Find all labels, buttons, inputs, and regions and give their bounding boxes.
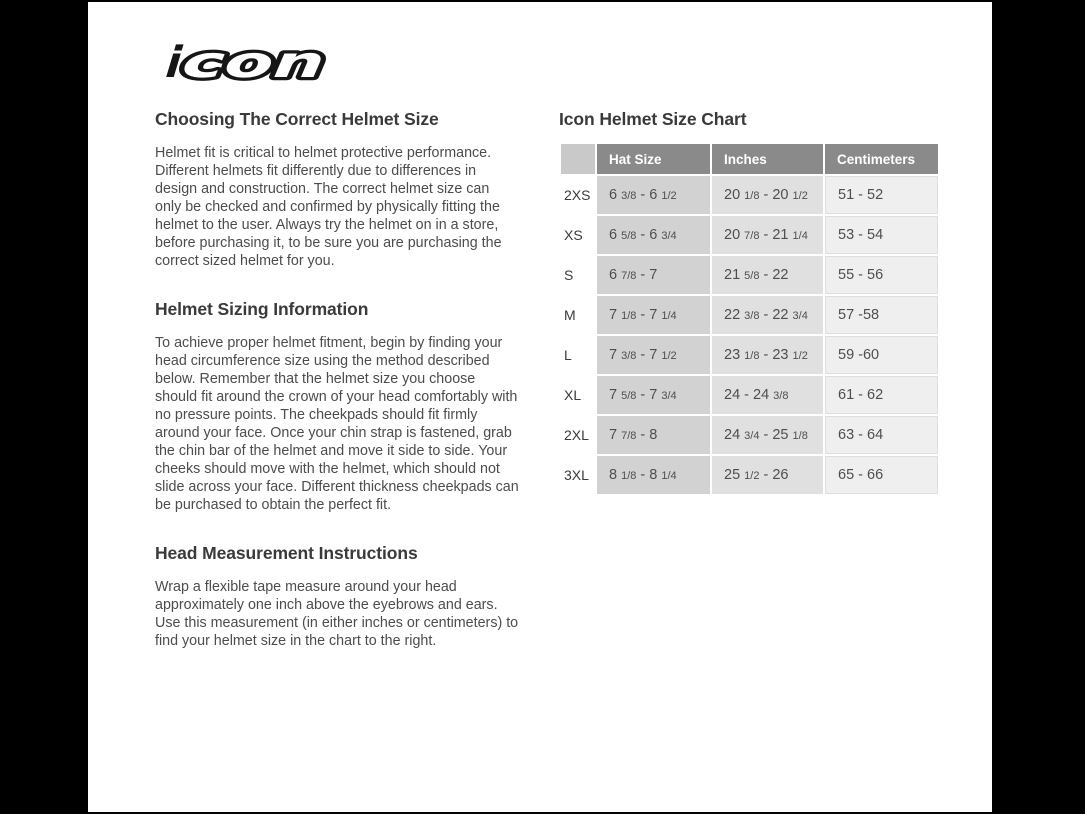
size-label-cell: S <box>561 256 595 294</box>
section-body-text: Wrap a flexible tape measure around your head approximately one inch above the eyebrows and ears. Use this measurement (in either inches or centimeters) to find your helmet size in the chart to the right. <box>155 579 519 649</box>
hat-size-cell: 7 3/8 - 7 1/2 <box>597 336 710 374</box>
size-label-cell: 3XL <box>561 456 595 494</box>
inches-cell: 23 1/8 - 23 1/2 <box>712 336 823 374</box>
table-corner-cell <box>561 144 595 174</box>
centimeters-cell: 63 - 64 <box>825 416 938 454</box>
inches-cell: 20 7/8 - 21 1/4 <box>712 216 823 254</box>
size-table-row <box>561 336 938 374</box>
size-chart-table <box>559 142 940 496</box>
hat-size-cell: 6 5/8 - 6 3/4 <box>597 216 710 254</box>
centimeters-cell: 51 - 52 <box>825 176 938 214</box>
size-label-cell: 2XL <box>561 416 595 454</box>
logo-letters-con: con <box>179 38 271 84</box>
section-choosing-helmet-size <box>155 108 519 270</box>
inches-cell: 24 3/4 - 25 1/8 <box>712 416 823 454</box>
size-label-cell: XL <box>561 376 595 414</box>
hat-size-cell: 7 1/8 - 7 1/4 <box>597 296 710 334</box>
centimeters-cell: 57 -58 <box>825 296 938 334</box>
hat-size-cell: 7 7/8 - 8 <box>597 416 710 454</box>
instructions-column <box>155 36 519 678</box>
size-table-row <box>561 216 938 254</box>
centimeters-cell: 61 - 62 <box>825 376 938 414</box>
size-label-cell: 2XS <box>561 176 595 214</box>
section-body-text: Helmet fit is critical to helmet protective performance. Different helmets fit differently due to differences in design and construction. The correct helmet size can only be checked and confirmed by physically fitting the helmet to the user. Always try the helmet on in a store, before purchasing it, to be sure you are purchasing the correct sized helmet for you. <box>155 145 502 269</box>
inches-cell: 25 1/2 - 26 <box>712 456 823 494</box>
icon-logo <box>155 38 519 84</box>
logo-letter-i: i <box>163 38 184 84</box>
size-table-row <box>561 456 938 494</box>
two-column-layout <box>155 36 992 678</box>
inches-cell: 24 - 24 3/8 <box>712 376 823 414</box>
size-label-cell: L <box>561 336 595 374</box>
size-table-body <box>561 176 938 494</box>
section-heading: Helmet Sizing Information <box>155 299 369 319</box>
size-table-row <box>561 176 938 214</box>
size-table-row <box>561 256 938 294</box>
section-head-measurement-instructions <box>155 542 519 650</box>
icon-logo-graphic <box>155 38 333 84</box>
section-heading: Choosing The Correct Helmet Size <box>155 109 439 129</box>
inches-cell: 22 3/8 - 22 3/4 <box>712 296 823 334</box>
section-helmet-sizing-information <box>155 298 519 514</box>
content-area <box>88 2 992 812</box>
section-heading: Head Measurement Instructions <box>155 543 418 563</box>
hat-size-cell: 7 5/8 - 7 3/4 <box>597 376 710 414</box>
size-chart-title: Icon Helmet Size Chart <box>559 109 747 129</box>
hat-size-cell: 8 1/8 - 8 1/4 <box>597 456 710 494</box>
centimeters-cell: 65 - 66 <box>825 456 938 494</box>
hat-size-cell: 6 3/8 - 6 1/2 <box>597 176 710 214</box>
size-table-row <box>561 296 938 334</box>
size-table-header-row <box>561 144 938 174</box>
size-table-row <box>561 376 938 414</box>
inches-cell: 20 1/8 - 20 1/2 <box>712 176 823 214</box>
hat-size-cell: 6 7/8 - 7 <box>597 256 710 294</box>
size-chart-column <box>559 36 940 678</box>
size-label-cell: XS <box>561 216 595 254</box>
table-column-header: Centimeters <box>825 144 938 174</box>
centimeters-cell: 59 -60 <box>825 336 938 374</box>
size-label-cell: M <box>561 296 595 334</box>
centimeters-cell: 55 - 56 <box>825 256 938 294</box>
section-body-text: To achieve proper helmet fitment, begin by finding your head circumference size using the method described below. Remember that the helmet size you choose should fit around the crown of your head comfortably with no pressure points. The cheekpads should fit firmly around your face. Once your chin strap is fastened, grab the chin bar of the helmet and move it side to side. Your cheeks should move with the helmet, which should not slide across your face. Different thickness cheekpads can be purchased to obtain the perfect fit. <box>155 335 519 513</box>
table-column-header: Inches <box>712 144 823 174</box>
size-table-row <box>561 416 938 454</box>
table-column-header: Hat Size <box>597 144 710 174</box>
inches-cell: 21 5/8 - 22 <box>712 256 823 294</box>
centimeters-cell: 53 - 54 <box>825 216 938 254</box>
